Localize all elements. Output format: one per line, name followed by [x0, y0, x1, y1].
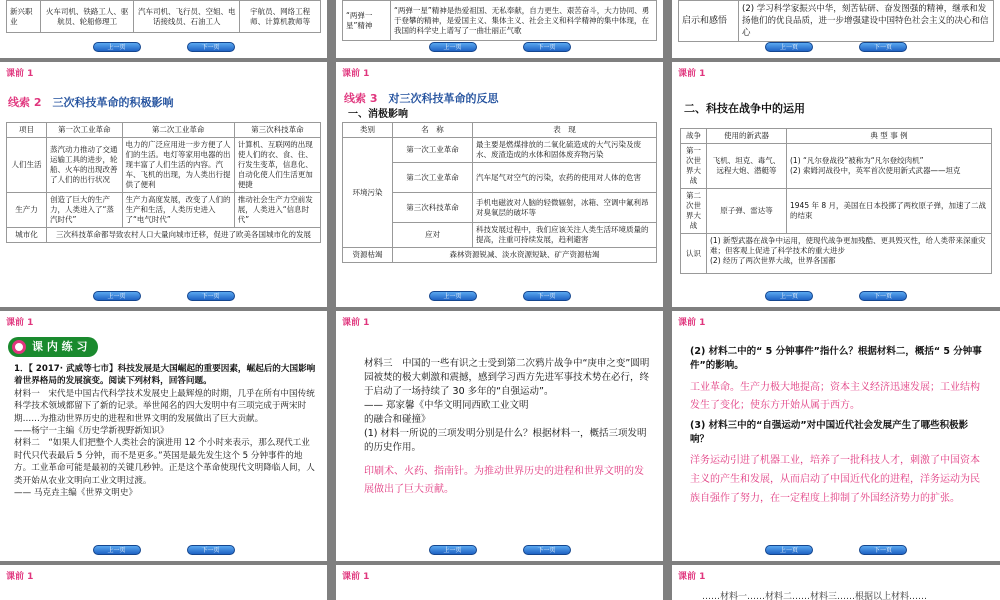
slide-header: 课前 1 — [6, 572, 34, 582]
slide-12 — [672, 565, 1000, 600]
pager — [336, 291, 663, 301]
slide-2 — [336, 0, 663, 58]
spirit-table — [342, 0, 657, 41]
pager — [672, 291, 1000, 301]
slide-7 — [0, 311, 327, 561]
slide-header: 课前 1 — [6, 69, 34, 79]
slide-header: 课前 1 — [678, 318, 706, 328]
answer-text: 洋务运动引进了机器工业，培养了一批科技人才，刺激了中国资本主义的产生和发展，从而启动了中国近代化的进程，洋务运动为民族自强作了努力，在一定程度上抑制了外国经济势力的扩张。 — [690, 455, 980, 504]
answer-text: 印刷术、火药、指南针。为推动世界历史的进程和世界文明的发展做出了巨大贡献。 — [364, 466, 644, 495]
table-row: 第三次科技革命 手机电磁波对人脑的轻微辐射，冰箱、空调中氟利昂对臭氧层的破坏等 — [343, 193, 657, 223]
table-row: 项目 第一次工业革命 第二次工业革命 第三次科技革命 — [7, 123, 321, 138]
practice-badge: 课 内 练 习 — [8, 337, 98, 357]
table-row: 环境污染 第一次工业革命 最主要是燃煤排放的二氧化硫造成的大气污染及废水、废渣造成的水体和固体废弃物污染 — [343, 138, 657, 163]
slide-3 — [672, 0, 1000, 58]
pager — [336, 42, 663, 52]
table-row: 资源枯竭 森林资源锐减、淡水资源短缺、矿产资源枯竭 — [343, 248, 657, 263]
next-page-button[interactable]: 下一页 — [187, 545, 235, 555]
next-page-button[interactable]: 下一页 — [187, 42, 235, 52]
table-row: 认识 (1) 新型武器在战争中运用，使现代战争更加残酷、更具毁灭性，给人类带来深重灾难；但客观上促进了科学技术的重大进步 (2) 经历了两次世界大战，世界各国都 — [681, 234, 992, 274]
next-page-button[interactable]: 下一页 — [187, 291, 235, 301]
table-row: 生产力 创造了巨大的生产力，人类进入了“蒸汽时代” 生产力高度发展，改变了人们的生产和生活，人类历史进入了“电气时代” 推动社会生产力空前发展，人类进入“信息时代” — [7, 193, 321, 228]
prev-page-button[interactable]: 上一页 — [93, 545, 141, 555]
pager — [672, 545, 1000, 555]
prev-page-button[interactable]: 上一页 — [93, 291, 141, 301]
pager — [0, 42, 327, 52]
next-page-button[interactable]: 下一页 — [859, 291, 907, 301]
slide-9 — [672, 311, 1000, 561]
table-row: 第二次工业革命 汽车尾气对空气的污染，农药的使用对人体的危害 — [343, 163, 657, 193]
slide-header: 课前 1 — [678, 572, 706, 582]
question-block: 1．【 2017· 武威等七市】科技发展是大国崛起的重要因素，崛起后的大国影响着世界格局的发展演变。阅读下列材料，回答问题。 材料一 宋代是中国古代科学技术发展史上最辉煌的时期，几乎在所有中国传统科学技术领域都留下了新的记录。举世闻名的四大发明中有三项完成于两宋时期……为推动世界历史的进程和世界文明的发展做出了巨大贡献。 ——杨宁一主编《历史学新视野新知识》 材料二 “如果人们把整个人类社会的演进用 12 个小时来表示，那么现代工业时代只代表最后 5 分钟，而不是更多。”英国是最先发生这个 5 分钟事件的地方。工业革命可能是最初的关键几秒钟。正是这个革命使现代文明降临人间，人类开始从农业文明向工业文明过渡。 —— 马克垚主编《世界文明史》 — [14, 364, 316, 499]
slide-10 — [0, 565, 327, 600]
next-page-button[interactable]: 下一页 — [859, 42, 907, 52]
table-row: 人们生活 蒸汽动力推动了交通运输工具的进步，轮船、火车的出现改善了人们的出行状况 电力的广泛应用进一步方便了人们的生活。电灯等家用电器的出现丰富了人们生活的内容。汽车、飞机的出现，为人类出行提供了便利 计算机、互联网的出现使人们的衣、食、住、行发生变革，信息化、自动化使人们生活更加便捷 — [7, 138, 321, 193]
answer-text: 工业革命。生产力极大地提高；资本主义经济迅速发展；工业结构发生了变化；使东方开始从属于西方。 — [690, 382, 980, 411]
prev-page-button[interactable]: 上一页 — [765, 545, 813, 555]
slide-5 — [336, 62, 663, 307]
next-page-button[interactable]: 下一页 — [523, 42, 571, 52]
pager — [0, 291, 327, 301]
insight-table — [678, 0, 994, 42]
table-row: 类别 名 称 表 现 — [343, 123, 657, 138]
prev-page-button[interactable]: 上一页 — [765, 291, 813, 301]
table-row: 新兴职业 火车司机、铁路工人、驱航员、轮船修理工 汽车司机、飞行员、空姐、电话接线员、石油工人 宇航员、网络工程师、计算机教师等 — [7, 1, 321, 33]
pager — [336, 545, 663, 555]
prev-page-button[interactable]: 上一页 — [429, 545, 477, 555]
section-title: 线索 3 对三次科技革命的反思 — [344, 92, 499, 105]
table-row: 城市化 三次科技革命都导致农村人口大量向城市迁移，促进了欧美各国城市化的发展 — [7, 228, 321, 243]
prev-page-button[interactable]: 上一页 — [429, 42, 477, 52]
slide-1 — [0, 0, 327, 58]
answer-block: (2) 材料二中的“ 5 分钟事件”指什么？根据材料二，概括“ 5 分钟事件”的影响。 工业革命。生产力极大地提高；资本主义经济迅速发展；工业结构发生了变化；使东方开始从属于西方。 (3) 材料三中的“自强运动”对中国近代社会发展产生了哪些积极影响？ 洋务运动引进了机器工业，培养了一批科技人才，刺激了中国资本主义的产生和发展，从而启动了中国近代化的进程，洋务运动为民族自强作了努力，在一定程度上抑制了外国经济势力的扩张。 — [690, 345, 986, 508]
prev-page-button[interactable]: 上一页 — [765, 42, 813, 52]
pager — [0, 545, 327, 555]
table-row: 应对 科技发展过程中，我们应该关注人类生活环境质量的提高，注重可持续发展，趋利避害 — [343, 223, 657, 248]
table-row: 第一次世界大战 飞机、坦克、毒气、远程大炮、潜艇等 (1) “凡尔登战役”被称为“凡尔登绞肉机” (2) 索姆河战役中，英军首次使用新式武器——坦克 — [681, 144, 992, 189]
slide-8 — [336, 311, 663, 561]
slide-header: 课前 1 — [6, 318, 34, 328]
section-title: 二、科技在战争中的运用 — [684, 102, 805, 115]
next-page-button[interactable]: 下一页 — [523, 545, 571, 555]
slide-6 — [672, 62, 1000, 307]
next-page-button[interactable]: 下一页 — [523, 291, 571, 301]
table-row: “两弹一星”精神 “两弹一星”精神是热爱祖国、无私奉献，自力更生、艰苦奋斗，大力协同、勇于登攀的精神，是爱国主义、集体主义、社会主义和科学精神的集中体现，在我国的科学史上谱写了一曲壮丽正气歌 — [343, 1, 657, 41]
table-row: 启示和感悟 (2) 学习科学家振兴中华，刻苦钻研、奋发图强的精神，继承和发扬他们的优良品质，进一步增强建设中国特色社会主义的决心和信心 — [679, 1, 994, 42]
next-page-button[interactable]: 下一页 — [859, 545, 907, 555]
slide-header: 课前 1 — [342, 572, 370, 582]
sub-title: 一、消极影响 — [348, 109, 408, 120]
slide-header: 课前 1 — [342, 318, 370, 328]
slide-header: 课前 1 — [342, 69, 370, 79]
pager — [672, 42, 1000, 52]
slide-4 — [0, 62, 327, 307]
slide-11 — [336, 565, 663, 600]
table-row: 战争 使用的新武器 典 型 事 例 — [681, 129, 992, 144]
job-table — [6, 0, 321, 33]
cropped-text: ……材料一……材料二……材料三……根据以上材料…… — [702, 592, 928, 600]
prev-page-button[interactable]: 上一页 — [429, 291, 477, 301]
slide-header: 课前 1 — [678, 69, 706, 79]
material-block: 材料三 中国的一些有识之士受到第二次鸦片战争中“庚申之变”圆明园被焚的极大刺激和震撼，感到学习西方先进军事技术势在必行，终于启动了一场持续了 30 多年的“自强运动”。 —— 郑家馨《中华文明同西欧工业文明 的融合和碰撞》 (1) 材料一所说的三项发明分别是什么？根据材料一，概括三项发明的历史作用。 印刷术、火药、指南针。为推动世界历史的进程和世界文明的发展做出了巨大贡献。 — [364, 357, 652, 499]
war-tech-table — [680, 128, 992, 274]
section-title: 线索 2 三次科技革命的积极影响 — [8, 96, 174, 109]
impact-table — [6, 122, 321, 243]
prev-page-button[interactable]: 上一页 — [93, 42, 141, 52]
badge-circle-icon — [12, 340, 26, 354]
negative-impact-table — [342, 122, 657, 263]
table-row: 第二次世界大战 原子弹、雷达等 1945 年 8 月，美国在日本投掷了两枚原子弹，加速了二战的结束 — [681, 189, 992, 234]
